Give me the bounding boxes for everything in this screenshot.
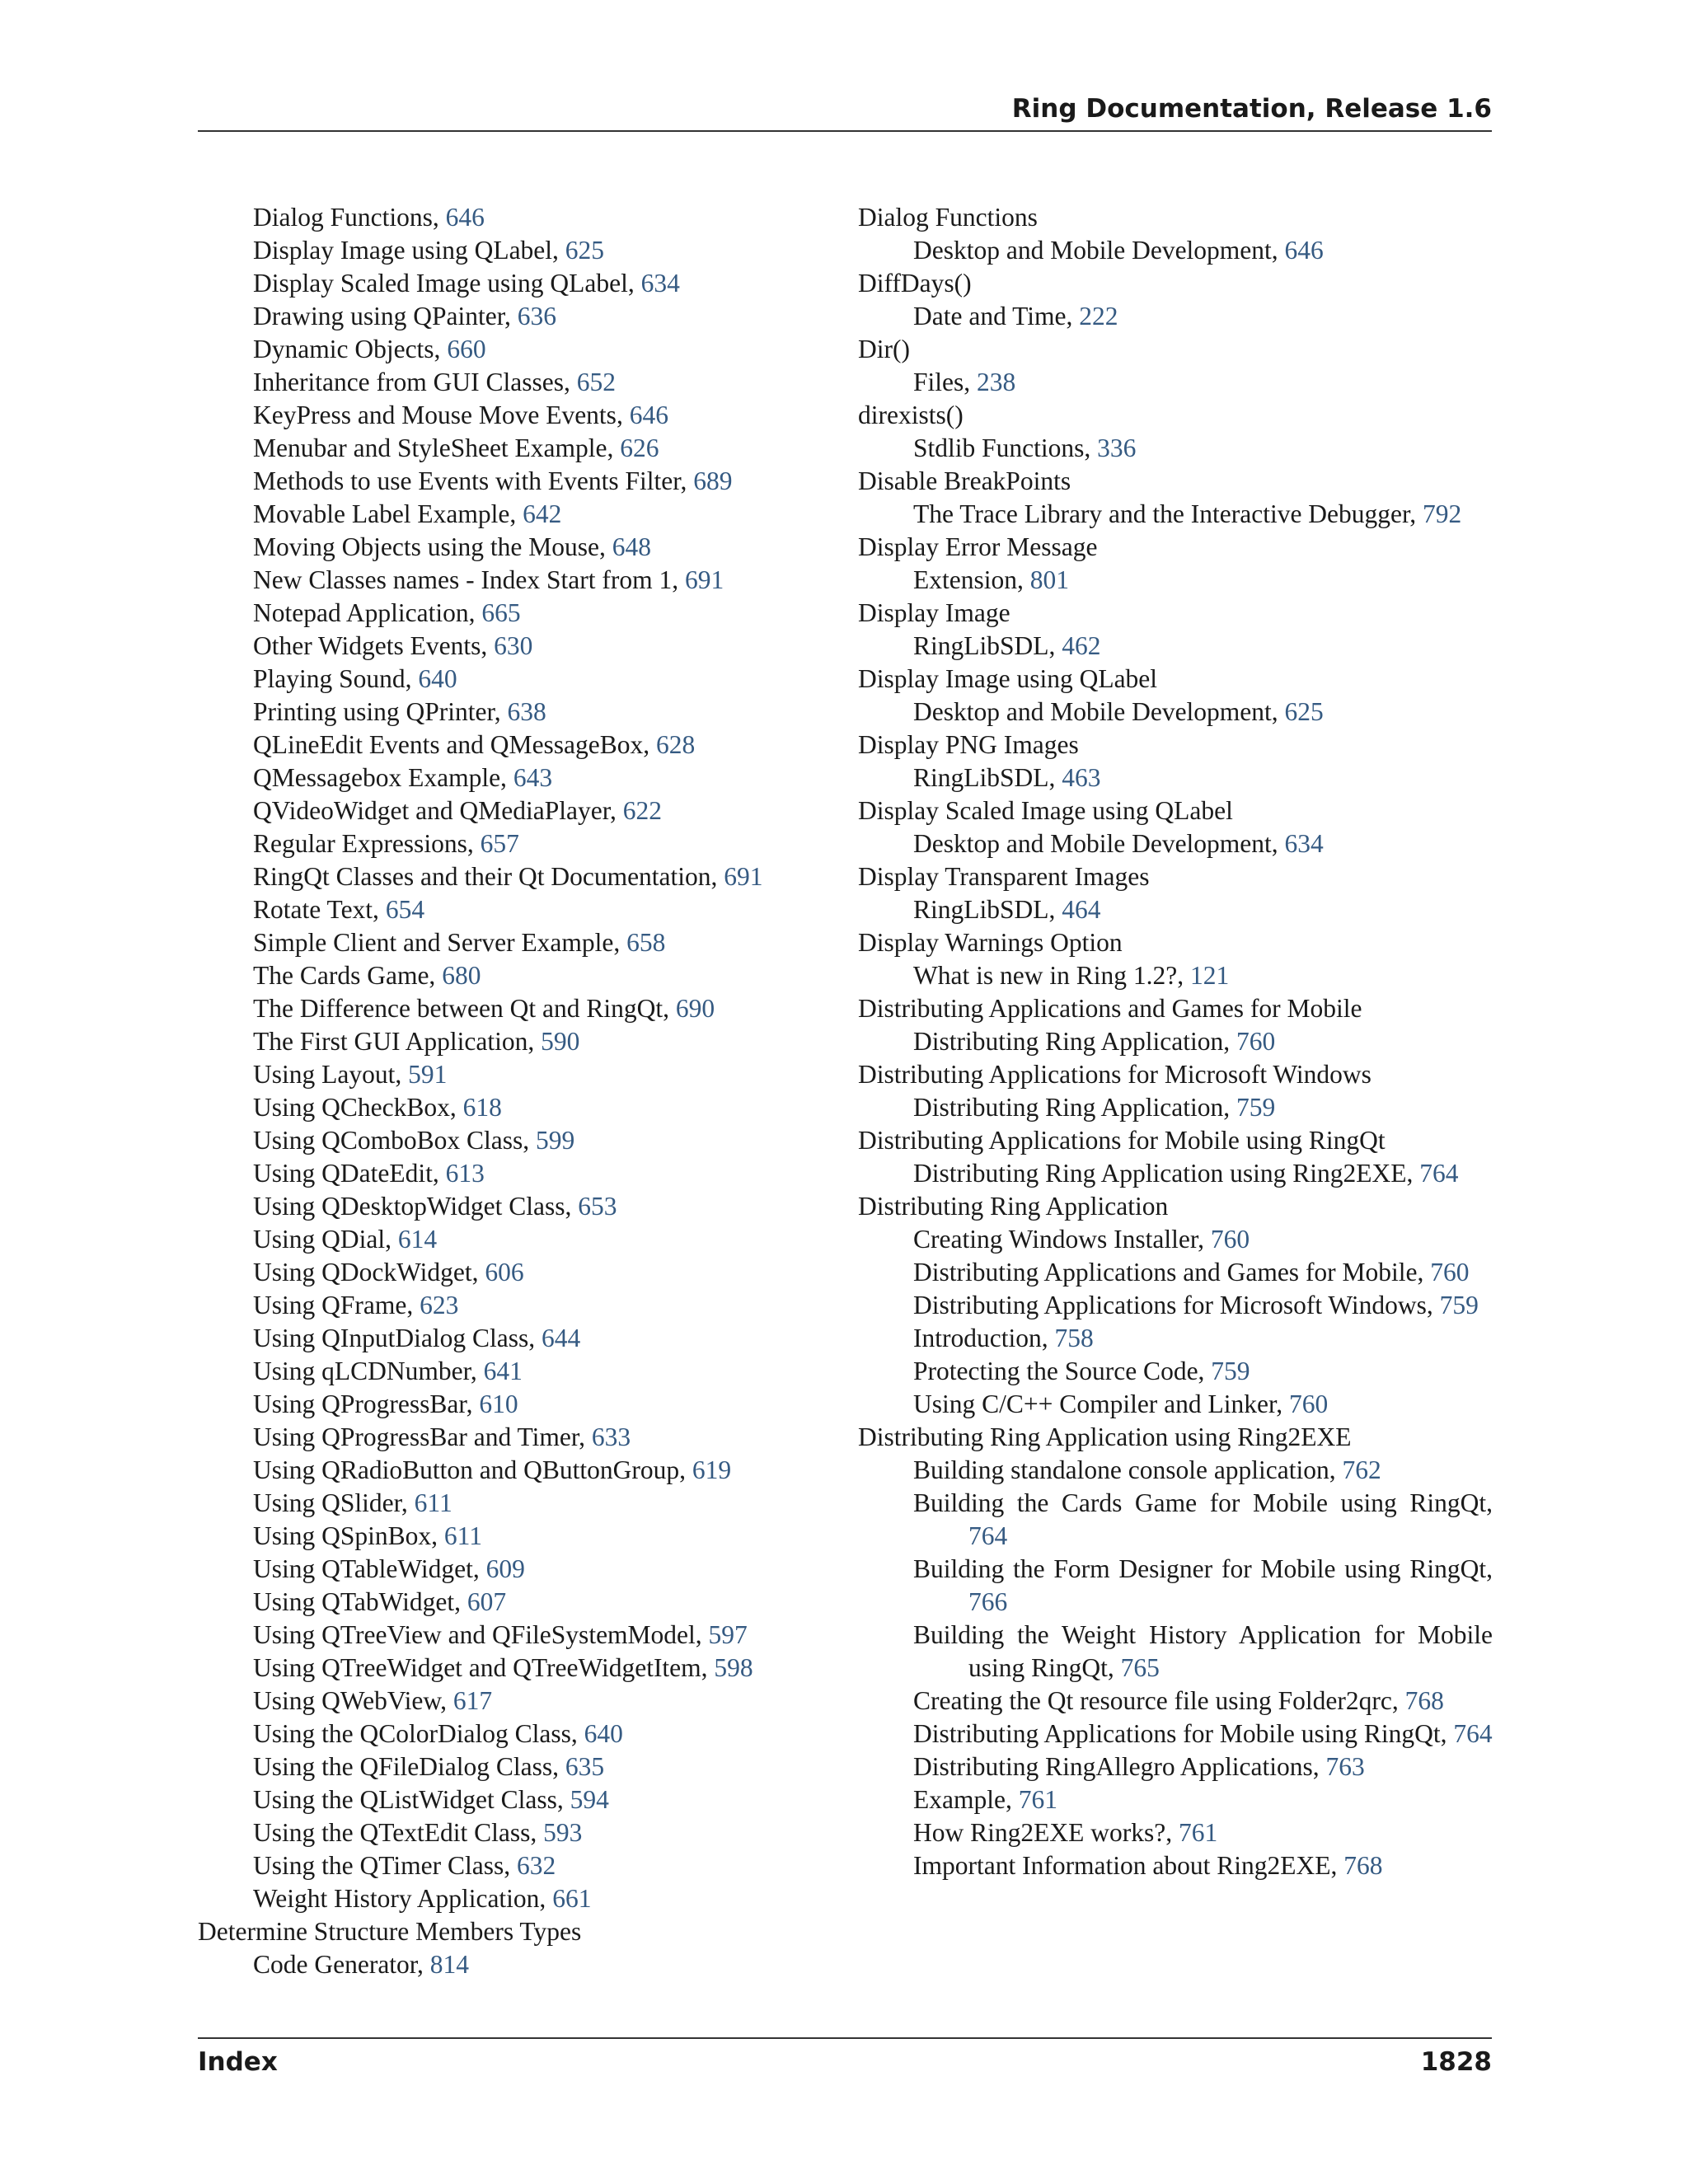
page-reference-link[interactable]: 613 bbox=[445, 1159, 485, 1188]
page-reference-link[interactable]: 759 bbox=[1236, 1093, 1276, 1122]
index-subentry bbox=[858, 432, 1493, 465]
page-reference-link[interactable]: 657 bbox=[480, 829, 519, 858]
index-subentry bbox=[198, 827, 804, 860]
page-reference-link[interactable]: 763 bbox=[1325, 1752, 1365, 1781]
index-subentry bbox=[198, 794, 804, 827]
index-subentry bbox=[198, 1289, 804, 1322]
index-entry-text: Distributing Ring Application using Ring2EXE bbox=[858, 1422, 1352, 1451]
index-subentry bbox=[858, 696, 1493, 729]
index-entry-text: Display Image bbox=[858, 598, 1010, 627]
index-entry-text: Using QDial, bbox=[253, 1225, 398, 1254]
index-subentry bbox=[198, 564, 804, 597]
index-subentry bbox=[858, 498, 1493, 531]
index-entry-text: RingLibSDL, bbox=[913, 895, 1062, 924]
index-term bbox=[858, 201, 1493, 234]
page-reference-link[interactable]: 462 bbox=[1062, 631, 1101, 660]
page-reference-link[interactable]: 760 bbox=[1430, 1258, 1470, 1286]
index-subentry bbox=[858, 1289, 1493, 1322]
index-entry-text: Using QTableWidget, bbox=[253, 1554, 486, 1583]
page-reference-link[interactable]: 464 bbox=[1062, 895, 1101, 924]
index-subentry bbox=[198, 663, 804, 696]
index-subentry bbox=[858, 1025, 1493, 1058]
page-reference-link[interactable]: 814 bbox=[429, 1950, 470, 1979]
index-subentry bbox=[198, 432, 804, 465]
page-reference-link[interactable]: 640 bbox=[418, 664, 457, 693]
index-entry-text: Simple Client and Server Example, bbox=[253, 928, 627, 957]
index-entry-text: Playing Sound, bbox=[253, 664, 419, 693]
index-subentry bbox=[198, 498, 804, 531]
index-subentry bbox=[198, 762, 804, 794]
page-reference-link[interactable]: 766 bbox=[968, 1587, 1008, 1616]
page-reference-link[interactable]: 336 bbox=[1097, 434, 1137, 462]
page-reference-link[interactable]: 121 bbox=[1189, 961, 1230, 990]
index-subentry bbox=[198, 893, 804, 926]
index-subentry bbox=[858, 1619, 1493, 1685]
page-reference-link[interactable]: 759 bbox=[1439, 1291, 1479, 1319]
index-subentry bbox=[198, 267, 804, 300]
page-reference-link[interactable]: 617 bbox=[452, 1686, 493, 1715]
index-term bbox=[858, 465, 1493, 498]
index-subentry bbox=[198, 1388, 804, 1421]
index-subentry bbox=[858, 366, 1493, 399]
index-entry-text: Using the QTimer Class, bbox=[253, 1851, 517, 1880]
page-reference-link[interactable]: 764 bbox=[968, 1521, 1008, 1550]
index-subentry bbox=[198, 696, 804, 729]
page-reference-link[interactable]: 648 bbox=[612, 532, 651, 561]
page-reference-link[interactable]: 640 bbox=[584, 1719, 623, 1748]
page-reference-link[interactable]: 591 bbox=[408, 1060, 448, 1089]
index-subentry bbox=[198, 1223, 804, 1256]
index-entry-text: Notepad Application, bbox=[253, 598, 482, 627]
index-entry-text: Date and Time, bbox=[913, 302, 1080, 330]
index-column-left bbox=[198, 201, 804, 1981]
index-term bbox=[858, 399, 1493, 432]
index-subentry bbox=[858, 1685, 1493, 1718]
index-entry-text: Methods to use Events with Events Filter, bbox=[253, 466, 694, 495]
index-entry-text: Other Widgets Events, bbox=[253, 631, 495, 660]
index-entry-text: Using the QListWidget Class, bbox=[253, 1785, 570, 1814]
page-reference-link[interactable]: 665 bbox=[481, 598, 521, 627]
index-entry-text: Using the QFileDialog Class, bbox=[253, 1752, 565, 1781]
page-reference-link[interactable]: 598 bbox=[714, 1653, 753, 1682]
index-entry-text: Desktop and Mobile Development, bbox=[913, 236, 1285, 265]
page-reference-link[interactable]: 643 bbox=[513, 763, 553, 792]
page-reference-link[interactable]: 611 bbox=[443, 1521, 483, 1550]
page-reference-link[interactable]: 594 bbox=[570, 1785, 609, 1814]
index-subentry bbox=[198, 531, 804, 564]
index-term bbox=[858, 1058, 1493, 1091]
index-entry-text: QLineEdit Events and QMessageBox, bbox=[253, 730, 657, 759]
index-entry-text: Display Error Message bbox=[858, 532, 1098, 561]
page-reference-link[interactable]: 625 bbox=[565, 236, 605, 265]
index-subentry bbox=[198, 1487, 804, 1520]
footer-section-label: Index bbox=[198, 2047, 278, 2077]
index-entry-text: Distributing Applications for Mobile using RingQt bbox=[858, 1126, 1386, 1155]
page-reference-link[interactable]: 632 bbox=[516, 1851, 556, 1880]
index-term bbox=[858, 992, 1493, 1025]
index-subentry bbox=[198, 465, 804, 498]
index-entry-text: Display Warnings Option bbox=[858, 928, 1123, 957]
page-reference-link[interactable]: 619 bbox=[692, 1455, 732, 1484]
page-reference-link[interactable]: 768 bbox=[1343, 1851, 1383, 1880]
index-entry-text: Dynamic Objects, bbox=[253, 335, 448, 363]
page-reference-link[interactable]: 760 bbox=[1236, 1027, 1276, 1056]
page-reference-link[interactable]: 760 bbox=[1210, 1225, 1250, 1254]
index-entry-text: Determine Structure Members Types bbox=[198, 1917, 582, 1946]
index-subentry bbox=[858, 827, 1493, 860]
page-reference-link[interactable]: 623 bbox=[420, 1291, 459, 1319]
index-entry-text: The Cards Game, bbox=[253, 961, 443, 990]
page-reference-link[interactable]: 238 bbox=[977, 368, 1016, 396]
index-subentry bbox=[198, 1091, 804, 1124]
index-entry-text: Using QComboBox Class, bbox=[253, 1126, 537, 1155]
page-reference-link[interactable]: 653 bbox=[578, 1192, 617, 1221]
running-header-title: Ring Documentation, Release 1.6 bbox=[1011, 94, 1492, 124]
index-term bbox=[198, 1915, 804, 1948]
page-reference-link[interactable]: 792 bbox=[1423, 499, 1462, 528]
index-entry-text: QMessagebox Example, bbox=[253, 763, 513, 792]
index-entry-text: Distributing Applications and Games for Mobile bbox=[858, 994, 1362, 1023]
page-reference-link[interactable]: 611 bbox=[414, 1488, 452, 1517]
index-subentry bbox=[858, 1750, 1493, 1783]
index-entry-text: Using qLCDNumber, bbox=[253, 1357, 484, 1385]
page-reference-link[interactable]: 636 bbox=[517, 302, 556, 330]
index-subentry bbox=[198, 300, 804, 333]
index-term bbox=[858, 663, 1493, 696]
page-reference-link[interactable]: 660 bbox=[447, 335, 486, 363]
page-reference-link[interactable]: 625 bbox=[1284, 697, 1324, 726]
page-reference-link[interactable]: 758 bbox=[1054, 1324, 1094, 1352]
index-entry-text: Desktop and Mobile Development, bbox=[913, 697, 1285, 726]
index-entry-text: Using the QColorDialog Class, bbox=[253, 1719, 584, 1748]
index-subentry bbox=[198, 366, 804, 399]
index-subentry bbox=[198, 1586, 804, 1619]
page-reference-link[interactable]: 765 bbox=[1120, 1653, 1160, 1682]
index-subentry bbox=[198, 1025, 804, 1058]
index-subentry bbox=[198, 1685, 804, 1718]
index-entry-text: Using QWebView, bbox=[253, 1686, 453, 1715]
index-subentry bbox=[198, 1849, 804, 1882]
index-subentry bbox=[858, 564, 1493, 597]
index-term bbox=[858, 1421, 1493, 1454]
page-reference-link[interactable]: 762 bbox=[1342, 1455, 1381, 1484]
index-entry-text: Building standalone console application, bbox=[913, 1455, 1343, 1484]
index-entry-text: Display Transparent Images bbox=[858, 862, 1150, 891]
index-entry-text: Disable BreakPoints bbox=[858, 466, 1071, 495]
index-term bbox=[858, 926, 1493, 959]
index-entry-text: The Trace Library and the Interactive Debugger, bbox=[913, 499, 1423, 528]
page-reference-link[interactable]: 768 bbox=[1404, 1686, 1444, 1715]
footer-rule bbox=[198, 2037, 1492, 2039]
index-entry-text: Menubar and StyleSheet Example, bbox=[253, 434, 621, 462]
index-subentry bbox=[198, 1322, 804, 1355]
page-reference-link[interactable]: 680 bbox=[442, 961, 481, 990]
page-reference-link[interactable]: 610 bbox=[479, 1390, 518, 1418]
index-subentry bbox=[858, 1223, 1493, 1256]
index-subentry bbox=[858, 1157, 1493, 1190]
index-entry-text: RingLibSDL, bbox=[913, 631, 1062, 660]
index-entry-text: Protecting the Source Code, bbox=[913, 1357, 1212, 1385]
index-term bbox=[858, 1190, 1493, 1223]
index-entry-text: Display Image using QLabel, bbox=[253, 236, 565, 265]
page-reference-link[interactable]: 801 bbox=[1029, 565, 1069, 594]
page-reference-link[interactable]: 654 bbox=[385, 895, 425, 924]
index-entry-text: New Classes names - Index Start from 1, bbox=[253, 565, 686, 594]
index-entry-text: Distributing Ring Application, bbox=[913, 1027, 1236, 1056]
index-entry-text: Using QCheckBox, bbox=[253, 1093, 463, 1122]
page-reference-link[interactable]: 599 bbox=[536, 1126, 575, 1155]
index-entry-text: Stdlib Functions, bbox=[913, 434, 1098, 462]
index-subentry bbox=[858, 959, 1493, 992]
index-entry-text: Regular Expressions, bbox=[253, 829, 481, 858]
index-subentry bbox=[198, 1256, 804, 1289]
index-subentry bbox=[198, 1124, 804, 1157]
index-entry-text: Rotate Text, bbox=[253, 895, 386, 924]
index-subentry bbox=[198, 1190, 804, 1223]
index-subentry bbox=[858, 893, 1493, 926]
page-reference-link[interactable]: 593 bbox=[543, 1818, 583, 1847]
page-reference-link[interactable]: 634 bbox=[1284, 829, 1324, 858]
index-subentry bbox=[198, 1948, 804, 1981]
page-reference-link[interactable]: 690 bbox=[675, 994, 715, 1023]
page-reference-link[interactable]: 759 bbox=[1211, 1357, 1250, 1385]
index-entry-text: Distributing Applications for Mobile using RingQt, bbox=[913, 1719, 1454, 1748]
index-subentry bbox=[858, 630, 1493, 663]
index-subentry bbox=[858, 300, 1493, 333]
index-column-right bbox=[858, 201, 1493, 1882]
index-subentry bbox=[198, 1783, 804, 1816]
index-subentry bbox=[858, 1388, 1493, 1421]
index-entry-text: Distributing RingAllegro Applications, bbox=[913, 1752, 1326, 1781]
index-entry-text: Using QTreeView and QFileSystemModel, bbox=[253, 1620, 709, 1649]
page-reference-link[interactable]: 628 bbox=[656, 730, 696, 759]
index-entry-text: Printing using QPrinter, bbox=[253, 697, 508, 726]
index-entry-text: Distributing Applications for Microsoft Windows bbox=[858, 1060, 1372, 1089]
index-term bbox=[858, 267, 1493, 300]
index-entry-text: Building the Cards Game for Mobile using RingQt, bbox=[913, 1488, 1493, 1517]
index-entry-text: Display Scaled Image using QLabel, bbox=[253, 269, 641, 298]
index-entry-text: Code Generator, bbox=[253, 1950, 430, 1979]
index-entry-text: Using QDesktopWidget Class, bbox=[253, 1192, 579, 1221]
index-entry-text: Building the Form Designer for Mobile using RingQt, bbox=[913, 1554, 1493, 1583]
index-entry-text: Distributing Ring Application using Ring2EXE, bbox=[913, 1159, 1420, 1188]
index-entry-text: Desktop and Mobile Development, bbox=[913, 829, 1285, 858]
index-subentry bbox=[858, 1355, 1493, 1388]
index-entry-text: Using Layout, bbox=[253, 1060, 409, 1089]
index-subentry bbox=[858, 1816, 1493, 1849]
index-term bbox=[858, 860, 1493, 893]
index-subentry bbox=[198, 1816, 804, 1849]
index-subentry bbox=[198, 860, 804, 893]
page-reference-link[interactable]: 764 bbox=[1419, 1159, 1459, 1188]
index-entry-text: How Ring2EXE works?, bbox=[913, 1818, 1179, 1847]
index-subentry bbox=[858, 1849, 1493, 1882]
page-reference-link[interactable]: 760 bbox=[1288, 1390, 1329, 1418]
index-entry-text: Distributing Ring Application, bbox=[913, 1093, 1236, 1122]
page-reference-link[interactable]: 642 bbox=[523, 499, 562, 528]
index-entry-text: Using the QTextEdit Class, bbox=[253, 1818, 544, 1847]
page-reference-link[interactable]: 641 bbox=[483, 1357, 523, 1385]
index-term bbox=[858, 333, 1493, 366]
index-entry-text: Creating the Qt resource file using Folder2qrc, bbox=[913, 1686, 1405, 1715]
page-reference-link[interactable]: 607 bbox=[467, 1587, 507, 1616]
page-reference-link[interactable]: 644 bbox=[542, 1324, 581, 1352]
index-entry-text: direxists() bbox=[858, 401, 964, 429]
index-entry-text: Moving Objects using the Mouse, bbox=[253, 532, 612, 561]
index-entry-text: QVideoWidget and QMediaPlayer, bbox=[253, 796, 623, 825]
page-reference-link[interactable]: 658 bbox=[626, 928, 666, 957]
page-reference-link[interactable]: 634 bbox=[640, 269, 680, 298]
index-entry-text: Using QSlider, bbox=[253, 1488, 415, 1517]
index-subentry bbox=[858, 1322, 1493, 1355]
index-entry-text: Introduction, bbox=[913, 1324, 1055, 1352]
index-subentry bbox=[858, 1454, 1493, 1487]
index-subentry bbox=[198, 1718, 804, 1750]
index-entry-text: Important Information about Ring2EXE, bbox=[913, 1851, 1344, 1880]
page-reference-link[interactable]: 590 bbox=[541, 1027, 580, 1056]
index-entry-text: Weight History Application, bbox=[253, 1884, 553, 1913]
index-entry-text: Dir() bbox=[858, 335, 910, 363]
index-entry-text: Inheritance from GUI Classes, bbox=[253, 368, 577, 396]
index-entry-text: Using QFrame, bbox=[253, 1291, 420, 1319]
index-subentry bbox=[198, 1454, 804, 1487]
index-entry-text: Using QProgressBar, bbox=[253, 1390, 480, 1418]
index-entry-text: Using QTreeWidget and QTreeWidgetItem, bbox=[253, 1653, 715, 1682]
index-entry-text: The First GUI Application, bbox=[253, 1027, 542, 1056]
page-reference-link[interactable]: 614 bbox=[397, 1225, 438, 1254]
index-entry-text: RingQt Classes and their Qt Documentation, bbox=[253, 862, 724, 891]
page-reference-link[interactable]: 764 bbox=[1453, 1719, 1493, 1748]
index-term bbox=[858, 729, 1493, 762]
index-term bbox=[858, 531, 1493, 564]
index-entry-text: The Difference between Qt and RingQt, bbox=[253, 994, 676, 1023]
page-reference-link[interactable]: 691 bbox=[724, 862, 763, 891]
index-term bbox=[858, 597, 1493, 630]
page-reference-link[interactable]: 626 bbox=[620, 434, 659, 462]
page-reference-link[interactable]: 222 bbox=[1079, 302, 1118, 330]
index-term bbox=[858, 1124, 1493, 1157]
index-subentry bbox=[198, 234, 804, 267]
page-reference-link[interactable]: 622 bbox=[622, 796, 662, 825]
page-reference-link[interactable]: 689 bbox=[693, 466, 733, 495]
index-entry-text: Using QSpinBox, bbox=[253, 1521, 444, 1550]
index-subentry bbox=[198, 1520, 804, 1553]
index-subentry bbox=[198, 1882, 804, 1915]
index-entry-text: Using QInputDialog Class, bbox=[253, 1324, 542, 1352]
header-rule bbox=[198, 130, 1492, 132]
index-entry-text: Distributing Applications and Games for Mobile, bbox=[913, 1258, 1431, 1286]
index-subentry bbox=[858, 1091, 1493, 1124]
page-reference-link[interactable]: 761 bbox=[1018, 1785, 1057, 1814]
page-reference-link[interactable]: 661 bbox=[552, 1884, 592, 1913]
index-subentry bbox=[198, 630, 804, 663]
index-subentry bbox=[858, 1553, 1493, 1619]
index-entry-text: What is new in Ring 1.2?, bbox=[913, 961, 1190, 990]
page-reference-link[interactable]: 646 bbox=[445, 203, 485, 232]
page-reference-link[interactable]: 618 bbox=[462, 1093, 502, 1122]
index-entry-text: Using QRadioButton and QButtonGroup, bbox=[253, 1455, 692, 1484]
index-subentry bbox=[198, 399, 804, 432]
index-subentry bbox=[198, 1750, 804, 1783]
index-subentry bbox=[858, 1487, 1493, 1553]
index-entry-text: Creating Windows Installer, bbox=[913, 1225, 1211, 1254]
index-entry-text: Building the Weight History Application for Mobile using RingQt, bbox=[913, 1620, 1493, 1682]
index-entry-text: Using QDateEdit, bbox=[253, 1159, 446, 1188]
index-entry-text: Using C/C++ Compiler and Linker, bbox=[913, 1390, 1289, 1418]
page-reference-link[interactable]: 606 bbox=[485, 1258, 524, 1286]
index-subentry bbox=[198, 1157, 804, 1190]
index-entry-text: RingLibSDL, bbox=[913, 763, 1062, 792]
index-entry-text: Using QTabWidget, bbox=[253, 1587, 467, 1616]
index-entry-text: Display Scaled Image using QLabel bbox=[858, 796, 1233, 825]
footer-page-number: 1828 bbox=[1420, 2047, 1492, 2077]
index-term bbox=[858, 794, 1493, 827]
index-subentry bbox=[858, 1256, 1493, 1289]
page-reference-link[interactable]: 633 bbox=[591, 1422, 631, 1451]
page-reference-link[interactable]: 463 bbox=[1062, 763, 1101, 792]
page-reference-link[interactable]: 609 bbox=[485, 1554, 525, 1583]
index-subentry bbox=[198, 926, 804, 959]
index-entry-text: Distributing Applications for Microsoft Windows, bbox=[913, 1291, 1440, 1319]
page-reference-link[interactable]: 691 bbox=[685, 565, 724, 594]
index-subentry bbox=[198, 992, 804, 1025]
index-subentry bbox=[198, 1355, 804, 1388]
index-subentry bbox=[198, 1652, 804, 1685]
page-reference-link[interactable]: 761 bbox=[1178, 1818, 1218, 1847]
index-entry-text: Using QProgressBar and Timer, bbox=[253, 1422, 592, 1451]
page-reference-link[interactable]: 630 bbox=[494, 631, 533, 660]
index-subentry bbox=[198, 959, 804, 992]
index-subentry bbox=[198, 597, 804, 630]
index-entry-text: Files, bbox=[913, 368, 978, 396]
index-subentry bbox=[858, 1783, 1493, 1816]
index-entry-text: Dialog Functions, bbox=[253, 203, 446, 232]
index-entry-text: Movable Label Example, bbox=[253, 499, 523, 528]
index-subentry bbox=[198, 1421, 804, 1454]
index-entry-text: KeyPress and Mouse Move Events, bbox=[253, 401, 630, 429]
index-subentry bbox=[198, 201, 804, 234]
index-subentry bbox=[198, 333, 804, 366]
page-reference-link[interactable]: 635 bbox=[565, 1752, 605, 1781]
index-subentry bbox=[858, 234, 1493, 267]
index-entry-text: Using QDockWidget, bbox=[253, 1258, 485, 1286]
page-reference-link[interactable]: 638 bbox=[507, 697, 546, 726]
index-entry-text: Display PNG Images bbox=[858, 730, 1079, 759]
page-reference-link[interactable]: 652 bbox=[576, 368, 617, 396]
index-subentry bbox=[198, 729, 804, 762]
index-subentry bbox=[858, 1718, 1493, 1750]
index-entry-text: Display Image using QLabel bbox=[858, 664, 1158, 693]
index-entry-text: Example, bbox=[913, 1785, 1019, 1814]
index-entry-text: Drawing using QPainter, bbox=[253, 302, 518, 330]
index-entry-text: Dialog Functions bbox=[858, 203, 1038, 232]
index-entry-text: Extension, bbox=[913, 565, 1030, 594]
index-subentry bbox=[198, 1058, 804, 1091]
page-reference-link[interactable]: 646 bbox=[1284, 236, 1324, 265]
index-subentry bbox=[198, 1619, 804, 1652]
page-reference-link[interactable]: 597 bbox=[708, 1620, 748, 1649]
index-entry-text: DiffDays() bbox=[858, 269, 972, 298]
page-reference-link[interactable]: 646 bbox=[629, 401, 668, 429]
index-entry-text: Distributing Ring Application bbox=[858, 1192, 1169, 1221]
index-subentry bbox=[858, 762, 1493, 794]
index-subentry bbox=[198, 1553, 804, 1586]
